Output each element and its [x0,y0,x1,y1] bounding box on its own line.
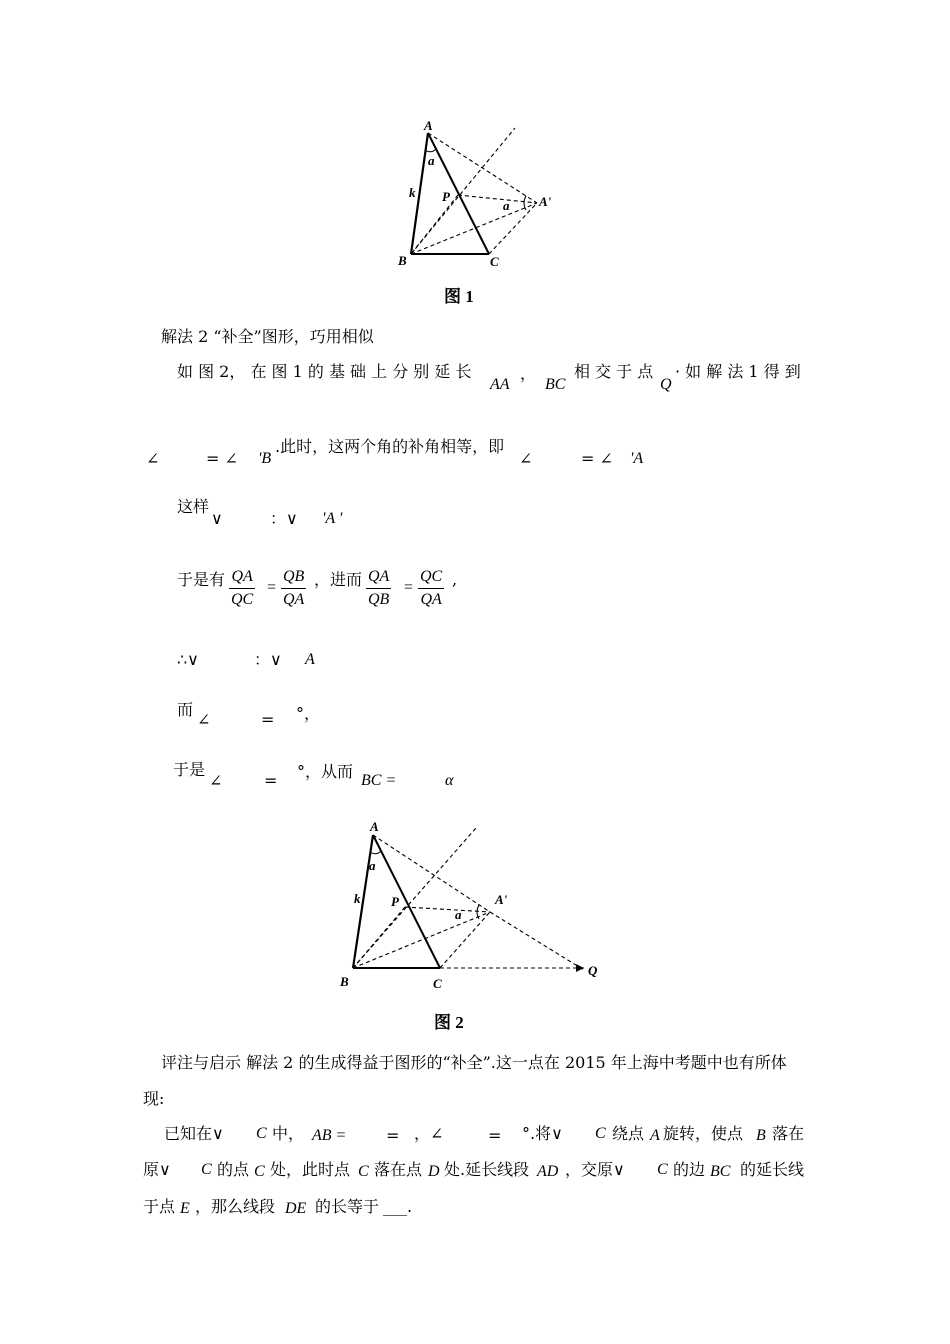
fig2-angle-mark-a [370,851,381,854]
solution-2-p1-a: 如 图 2， 在 图 1 的 基 础 上 分 别 延 长 [177,362,472,381]
fraction-qa-qc-num: QA [229,566,255,589]
solution-2-p1-c: · 如 解 法 1 得 到 [675,362,801,381]
problem-l1-c: C [256,1125,267,1142]
problem-l1-a2: A [650,1127,660,1144]
fig2-label-a: A [370,819,379,834]
solution-2-p1-bc: BC [545,376,566,393]
problem-l2-text: 处，此时点 [270,1160,351,1179]
solution-2-p1-q: Q [660,376,672,393]
solution-2-line2-eq: = ∠ [206,449,238,468]
solution-2-line3-text: 这样 [177,497,210,516]
problem-l1-rot2: 旋转，使点 [663,1124,744,1143]
problem-l2-c: C [201,1161,212,1178]
problem-l3-b: ，那么线段 [195,1197,276,1216]
problem-l2-d: D [428,1163,440,1180]
problem-l1-c2: C [595,1125,606,1142]
fraction-qb-qa-den: QA [283,591,305,608]
solution-2-line7-bc: BC = [361,772,397,789]
fraction-qa-qc-den: QC [231,591,254,608]
problem-l2-b: 的点 [217,1160,250,1179]
fig1-label-alpha-mid: a [503,198,510,213]
problem-l2-a: 原∨ [143,1160,171,1179]
fig2-label-alpha-mid: a [455,907,462,922]
problem-l1-comma: ，∠ [414,1124,444,1143]
fig1-label-k: k [409,185,416,200]
problem-l1-deg: °.将∨ [522,1124,563,1143]
problem-l3-a: 于点 [143,1197,176,1216]
problem-l1-rot: 绕点 [612,1124,645,1143]
fig1-label-p: P [442,189,450,204]
solution-2-line6-deg: °， [296,704,321,723]
solution-2-line4-eq: = [267,579,277,596]
solution-2-line4-text: 于是有 [177,570,226,589]
solution-2-line4-eq2: = [404,579,414,596]
solution-2-line2-text: .此时，这两个角的补角相等，即 [275,437,505,456]
solution-2-line6-text: 而 [177,700,194,719]
problem-l3-c: 的长等于 [315,1197,380,1216]
problem-l2-ad: AD [537,1163,559,1180]
figure-2-caption: 图 2 [434,1013,464,1032]
problem-l1-b: 中， [272,1124,305,1143]
problem-l2-c2: C [254,1163,265,1180]
solution-2-line5-therefore: ∴∨ [177,650,199,669]
fig2-label-b: B [340,974,349,989]
solution-2-p1-b: 相 交 于 点 [574,362,654,381]
fig2-label-c: C [433,976,442,991]
fig1-label-b: B [398,253,407,268]
problem-l2-c3: C [358,1163,369,1180]
solution-2-line6-eq: = [261,710,275,729]
fig1-label-aprime: A' [539,194,552,209]
solution-2-line5-colon: ：∨ [254,650,282,669]
fig2-side-ac [373,835,440,968]
solution-2-heading: 解法 2 “补全”图形，巧用相似 [161,327,374,346]
fraction-qa-qb-num: QA [366,566,391,589]
fraction-qc-qa-num: QC [418,566,444,589]
fraction-qc-qa-den: QA [420,591,442,608]
fig2-label-alpha-top: a [369,858,376,873]
fraction-qa-qb-den: QB [368,591,390,608]
problem-l1-fall: 落在 [772,1124,805,1143]
problem-l1-eq2: = [488,1126,502,1145]
figure-1-caption: 图 1 [444,287,474,306]
solution-2-line5-end: A [305,651,315,668]
solution-2-line7-text: 于是 [173,760,206,779]
fig2-label-q: Q [588,963,598,978]
solution-2-line7-deg: °，从而 [297,762,354,781]
problem-l2-text4: ，交原∨ [565,1160,625,1179]
fig1-label-alpha-top: a [428,153,435,168]
fig2-label-aprime: A' [495,892,508,907]
fig1-label-a: A [424,118,433,133]
problem-l2-text5: 的边 [673,1160,706,1179]
fig1-label-c: C [490,254,499,269]
problem-l2-text6: 的延长线 [740,1160,805,1179]
problem-l2-text2: 落在点 [374,1160,423,1179]
fig2-dash-ba [353,912,490,968]
solution-2-line2-angle3: ∠ [519,449,533,468]
fig2-dash-aq [490,912,584,970]
solution-2-line4-end: , [452,570,458,589]
solution-2-line7-angle: ∠ [209,771,223,790]
solution-2-line2-angle: ∠ [146,449,160,468]
solution-2-line7-alpha: α [445,772,454,789]
problem-l3-blank: ___ [383,1197,407,1216]
fig2-label-p: P [391,894,399,909]
problem-l3-de: DE [285,1200,307,1217]
solution-2-line3-end: 'A ' [322,510,343,527]
solution-2-p1-comma: ， [520,364,537,383]
fig2-arrow-q [576,964,584,972]
problem-l2-bc: BC [710,1163,731,1180]
problem-l1-ab: AB = [312,1127,347,1144]
problem-l2-text3: 处.延长线段 [444,1160,530,1179]
solution-2-line4-comma: ，进而 [314,570,363,589]
solution-2-line6-angle: ∠ [197,710,211,729]
comment-line-2: 现: [143,1089,165,1108]
fig2-label-k: k [354,891,361,906]
solution-2-line2-b: 'B [258,450,272,467]
problem-l3-end: . [407,1197,413,1216]
problem-l2-c4: C [657,1161,668,1178]
solution-2-line2-end: 'A [630,450,644,467]
problem-l1-eq: = [386,1126,400,1145]
fig2-dash-ca [440,912,490,968]
solution-2-p1-aa: AA [490,376,510,393]
problem-l1-b2: B [756,1127,766,1144]
solution-2-line3-colon: ：∨ [270,509,298,528]
problem-l3-e: E [180,1200,190,1217]
problem-l1-a: 已知在∨ [164,1124,224,1143]
solution-2-line7-eq: = [264,771,278,790]
solution-2-line3-sim1: ∨ [211,509,223,528]
fraction-qb-qa-num: QB [281,566,306,589]
comment-line-1: 评注与启示 解法 2 的生成得益于图形的“补全”.这一点在 2015 年上海中考题中也有所体 [161,1053,787,1072]
solution-2-line2-eq2: = ∠ [581,449,613,468]
